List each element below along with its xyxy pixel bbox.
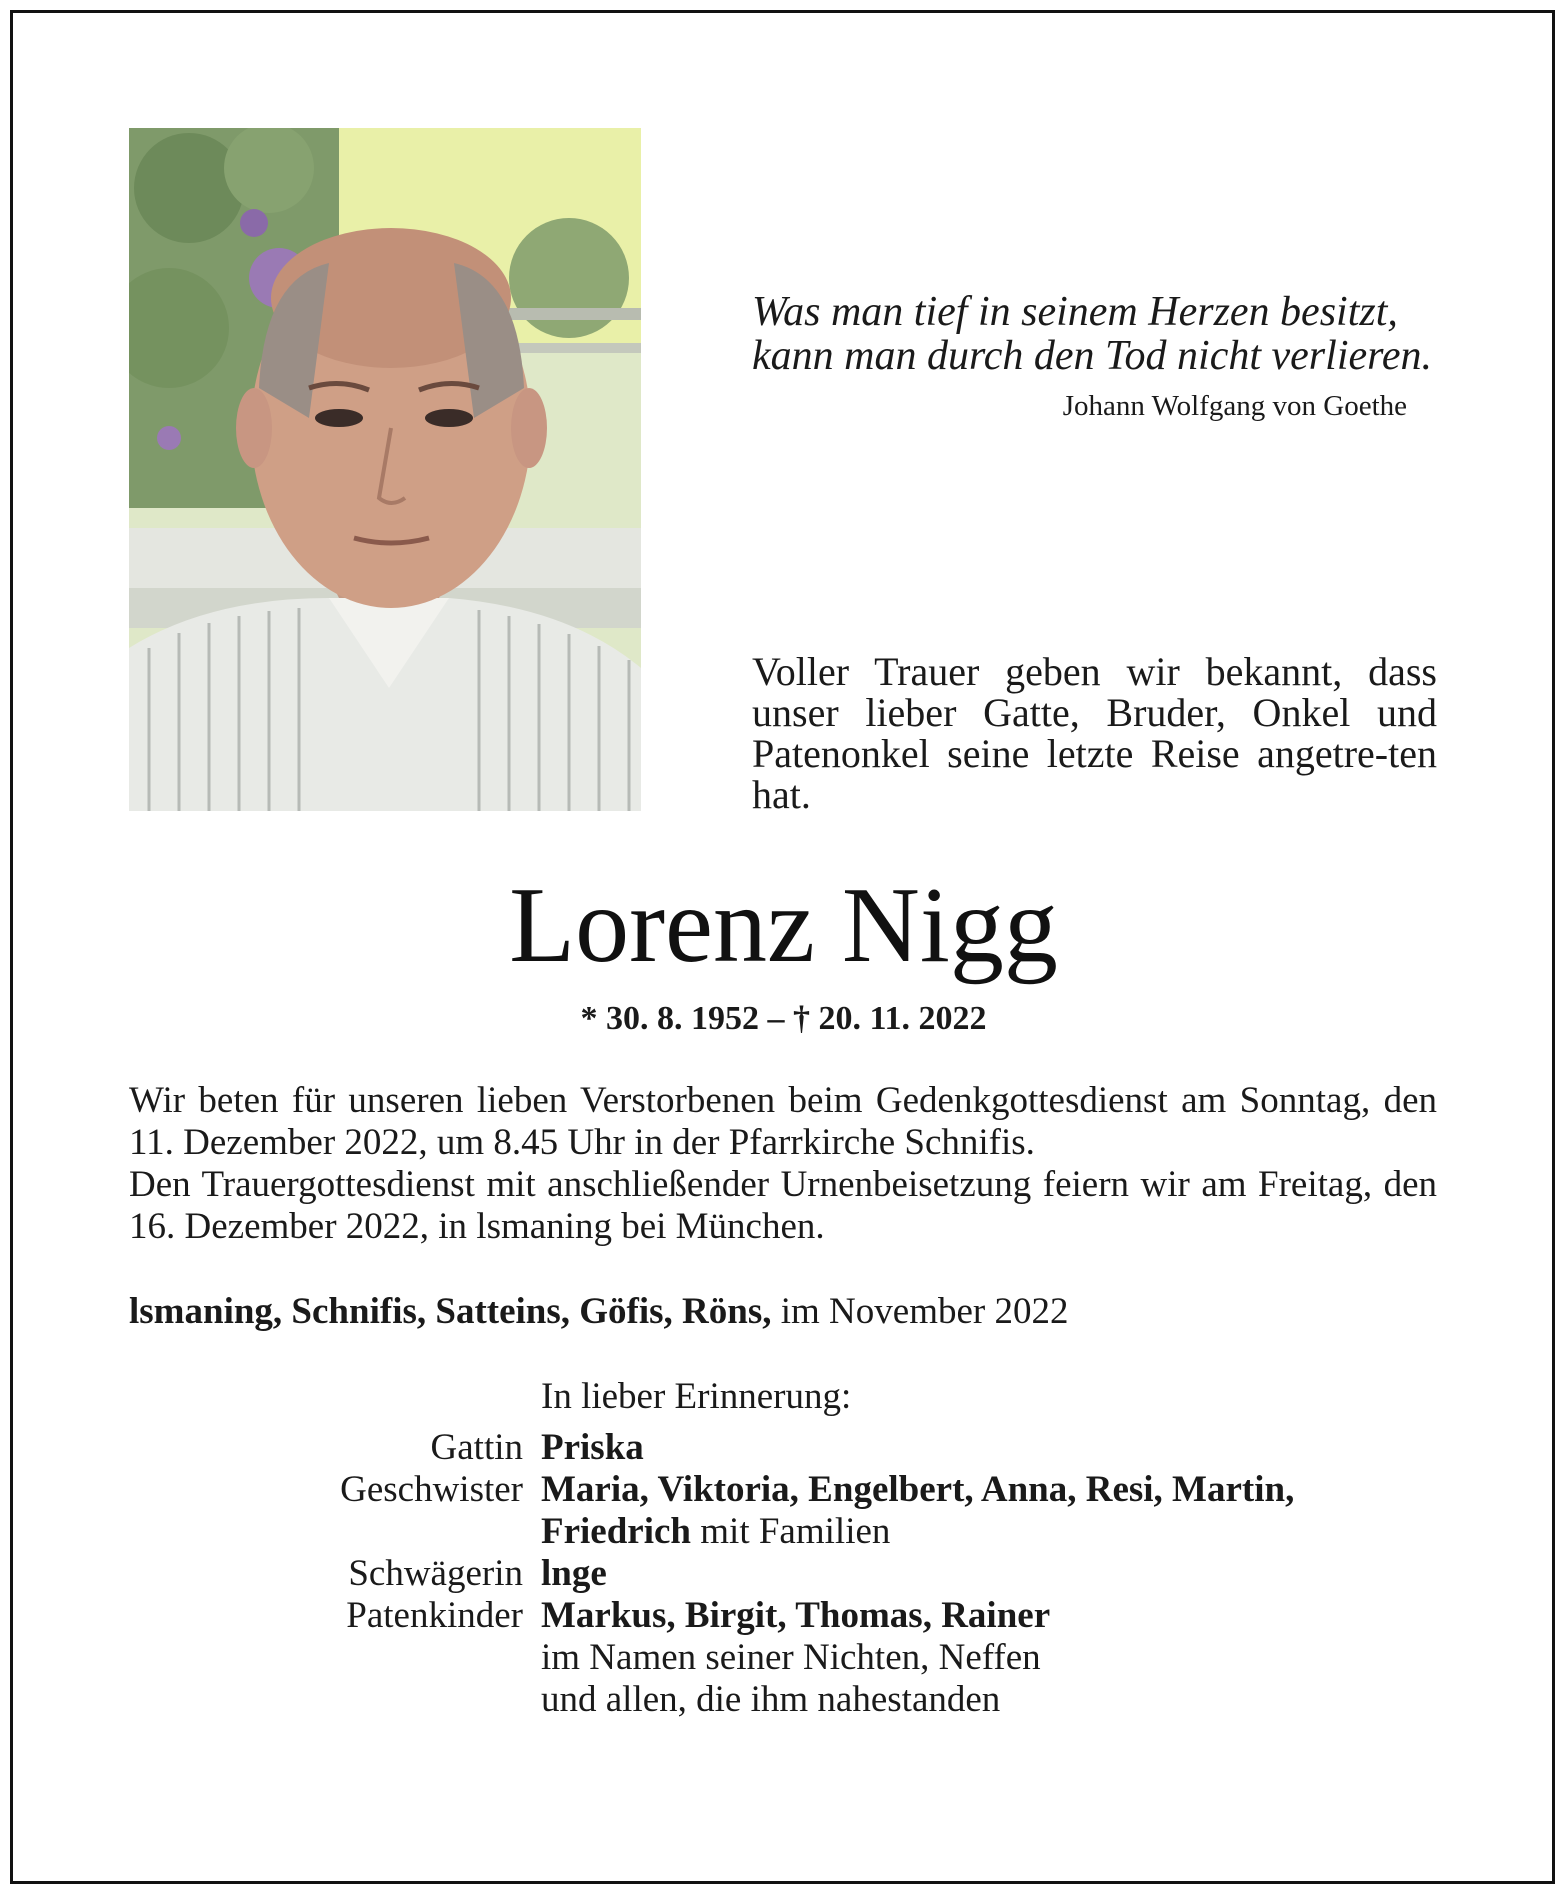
service-info <box>129 1080 1437 1248</box>
family-list <box>0 1426 1567 1720</box>
family-label: Geschwister <box>340 1469 523 1510</box>
family-names-continued <box>541 1510 890 1553</box>
places-towns: lsmaning, Schnifis, Satteins, Göfis, Röns, <box>129 1291 772 1332</box>
family-row-sister-in-law <box>0 1552 1567 1594</box>
quote-line-2: kann man durch den Tod nicht verlieren. <box>752 333 1433 379</box>
family-label: Patenkinder <box>346 1595 523 1636</box>
quote-author: Johann Wolfgang von Goethe <box>1062 390 1407 422</box>
family-row-siblings <box>0 1468 1567 1510</box>
service-paragraph-2: Den Trauergottesdienst mit anschließender Urnenbeisetzung feiern wir am Freitag, den 16. Dezember 2022, in lsmaning bei München. <box>129 1164 1437 1247</box>
family-row-siblings-cont <box>0 1510 1567 1552</box>
family-label: Gattin <box>430 1427 523 1468</box>
quote <box>752 290 1472 378</box>
family-names: Priska <box>541 1427 644 1468</box>
family-note: mit Familien <box>700 1511 891 1552</box>
family-row-godchildren <box>0 1594 1567 1636</box>
family-names: Maria, Viktoria, Engelbert, Anna, Resi, Martin, <box>541 1469 1295 1510</box>
family-closing-1 <box>0 1636 1567 1678</box>
quote-line-1: Was man tief in seinem Herzen besitzt, <box>752 289 1398 335</box>
family-names: Markus, Birgit, Thomas, Rainer <box>541 1595 1051 1636</box>
places-date: im November 2022 <box>780 1291 1069 1332</box>
family-row-spouse <box>0 1426 1567 1468</box>
life-dates: * 30. 8. 1952 – † 20. 11. 2022 <box>580 1000 987 1037</box>
family-names: Friedrich <box>541 1511 692 1552</box>
closing-line: im Namen seiner Nichten, Neffen <box>541 1637 1041 1678</box>
deceased-name: Lorenz Nigg <box>509 866 1058 985</box>
family-label: Schwägerin <box>348 1553 523 1594</box>
death-announcement: Voller Trauer geben wir bekannt, dass unser lieber Gatte, Bruder, Onkel und Patenonkel seine letzte Reise angetre-ten hat. <box>752 649 1437 817</box>
memory-intro: In lieber Erinnerung: <box>541 1376 852 1417</box>
closing-line: und allen, die ihm nahestanden <box>541 1679 1001 1720</box>
family-names: lnge <box>541 1553 607 1594</box>
places-and-date <box>129 1290 1068 1333</box>
portrait-photo <box>129 128 641 811</box>
service-paragraph-1: Wir beten für unseren lieben Verstorbenen beim Gedenkgottesdienst am Sonntag, den 11. Dezember 2022, um 8.45 Uhr in der Pfarrkirche Schnifis. <box>129 1080 1437 1163</box>
family-closing-2 <box>0 1678 1567 1720</box>
